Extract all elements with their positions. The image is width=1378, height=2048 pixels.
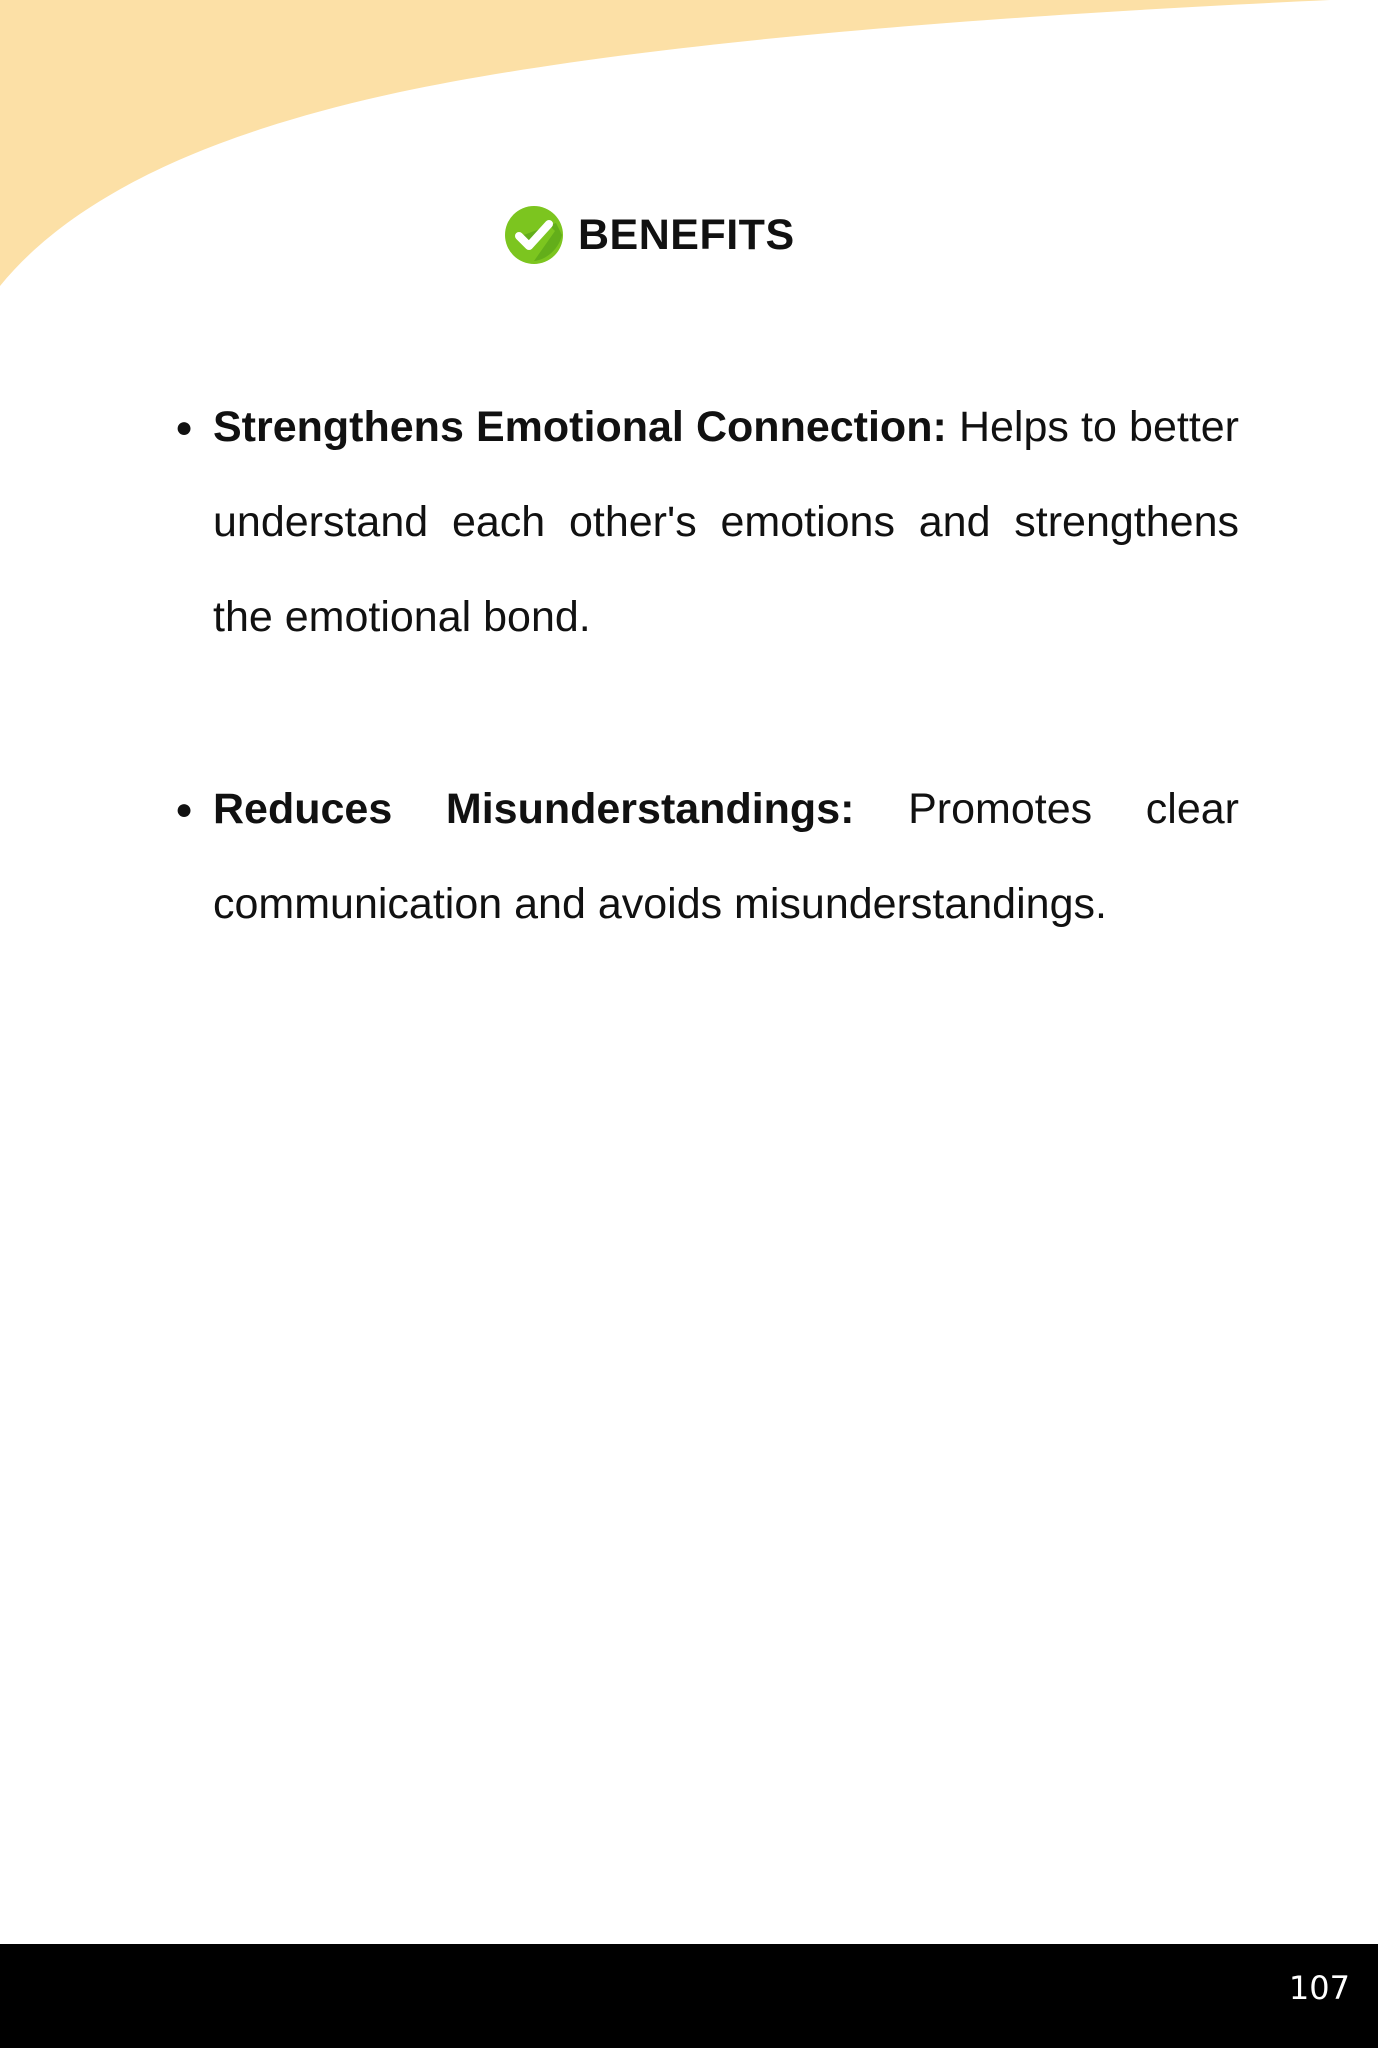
benefit-title: Reduces Misunderstandings: bbox=[213, 785, 855, 833]
bullet-icon: ● bbox=[175, 793, 194, 826]
heading-title: BENEFITS bbox=[578, 210, 795, 259]
benefit-item bbox=[175, 762, 1239, 952]
benefit-description: Promotes clear communication and avoids misunderstandings. bbox=[213, 785, 1239, 928]
section-heading bbox=[504, 204, 795, 266]
benefit-item bbox=[175, 380, 1239, 665]
page-number: 107 bbox=[1288, 1969, 1350, 2007]
footer-bar bbox=[0, 1944, 1378, 2048]
bullet-icon: ● bbox=[175, 411, 194, 444]
benefit-list bbox=[175, 380, 1239, 1049]
benefit-description: Helps to better understand each other's emotions and strengthens the emotional bond. bbox=[213, 403, 1239, 641]
benefit-title: Strengthens Emotional Connection: bbox=[213, 403, 947, 451]
check-circle-icon bbox=[504, 205, 564, 265]
